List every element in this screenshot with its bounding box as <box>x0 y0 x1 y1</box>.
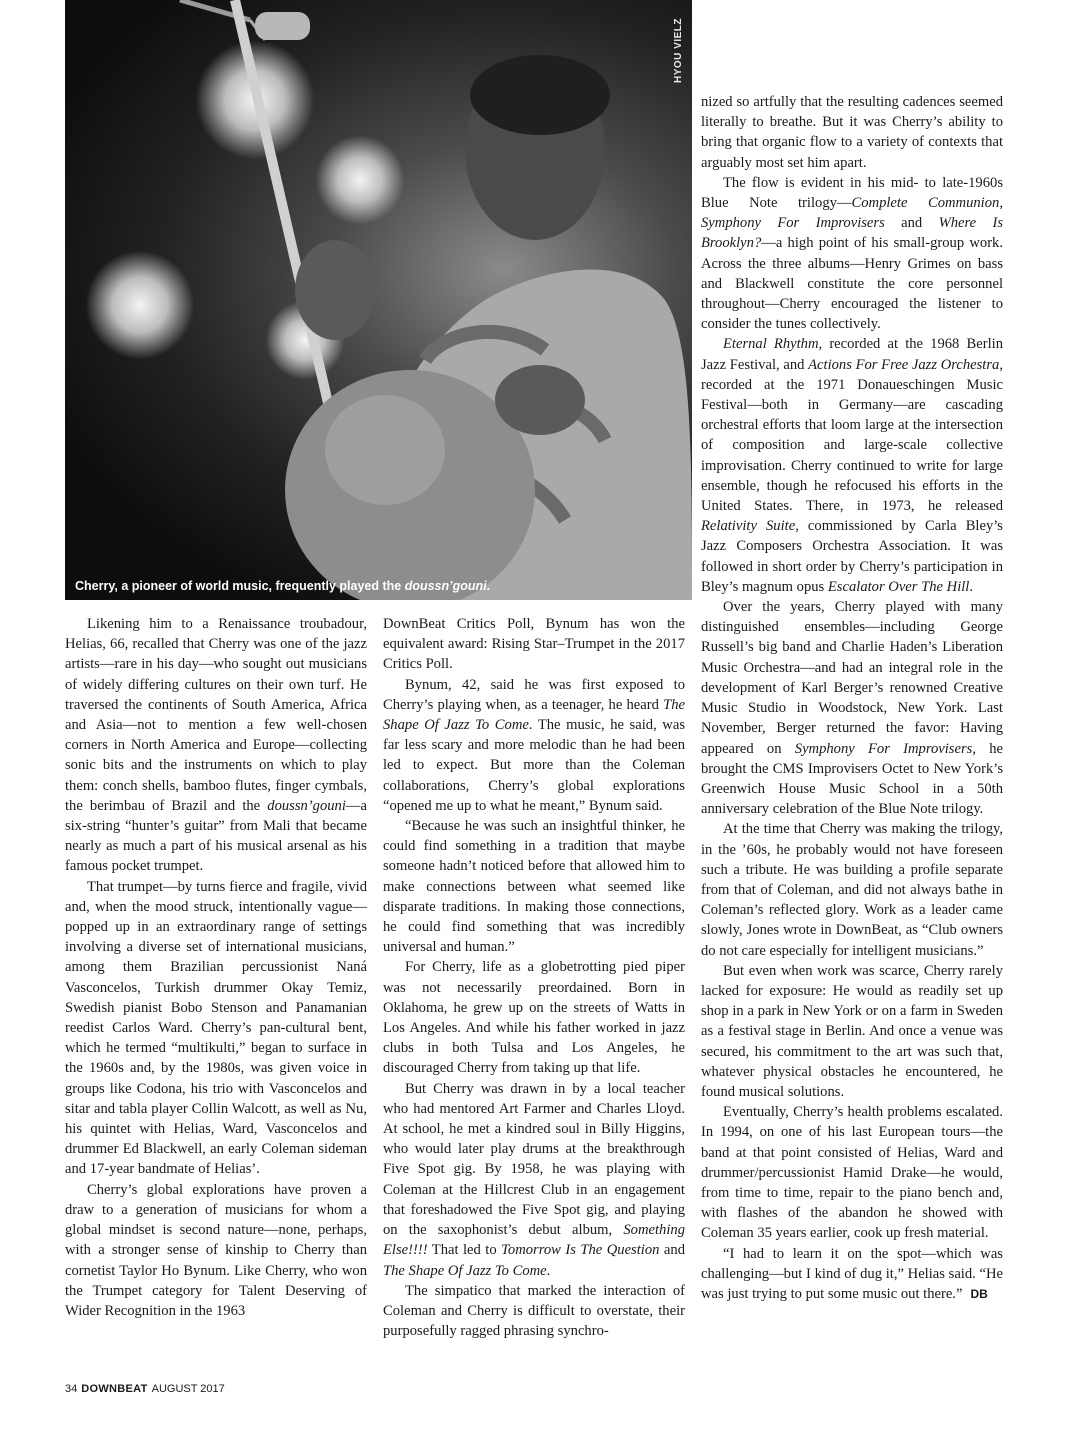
paragraph: But Cherry was drawn in by a local teacher who had mentored Art Farmer and Charles Lloyd. At school, he met a kindred soul in Billy Higgins, who would later play drums at the breakthrough Five Spot gig. By 1958, he was playing with Coleman at the Hillcrest Club in an engagement that foreshadowed the Five Spot gig, and playing on the saxophonist’s debut album, Something Else!!!! That led to Tomorrow Is The Question and The Shape Of Jazz To Come. <box>383 1080 685 1279</box>
performer-hand <box>295 240 375 340</box>
paragraph: The flow is evident in his mid- to late-1960s Blue Note trilogy—Complete Communion, Symphony For Improvisers and Where Is Brooklyn?—a high point of his small-group work. Across the three albums—Henry Grimes on bass and Blackwell constitute the core personnel throughout—Cherry encouraged the listener to consider the tunes collectively. <box>701 174 1004 333</box>
paragraph: Eternal Rhythm, recorded at the 1968 Berlin Jazz Festival, and Actions For Free Jazz Orchestra, recorded at the 1971 Donaueschingen Music Festival—both in Germany—are cascading orchestral efforts that loom large at the intersection of composition and large-scale collective improvisation. Cherry continued to write for large ensemble, though he refocused his efforts in the United States. There, in 1973, he released Relativity Suite, commissioned by Carla Bley’s Jazz Composers Orchestra Association. It was followed in short order by Cherry’s participation in Bley’s magnum opus Escalator Over The Hill. <box>701 336 1003 595</box>
paragraph: Likening him to a Renaissance troubadour, Helias, 66, recalled that Cherry was one of the jazz artists—rare in his day—who sought out musicians of widely differing cultures on their own turf. He traversed the continents of South America, Africa and Asia—not to mention a few well-chosen corners in North America and Europe—collecting sonic bits and the instruments on which to play them: conch shells, bamboo flutes, finger cymbals, the berimbau of Brazil and the doussn’gouni—a six-string “hunter’s guitar” from Mali that became nearly as much a part of his musical arsenal as his famous pocket trumpet. <box>65 616 367 875</box>
paragraph: Eventually, Cherry’s health problems escalated. In 1994, on one of his last European tours—the band at that point consisted of Helias, Ward and drummer/percussionist Hamid Drake—he would, from time to time, repair to the piano bench and, with flashes of the abandon he showed with Coleman 35 years earlier, cook up fresh material. <box>701 1104 1003 1242</box>
paragraph: The simpatico that marked the interaction of Coleman and Cherry is difficult to overstate, their purposefully ragged phrasing synchro- <box>383 1282 685 1340</box>
paragraph: Over the years, Cherry played with many distinguished ensembles—including George Russell’s big band and Charlie Haden’s Liberation Music Orchestra—and had an integral role in the development of Karl Berger’s renowned Creative Music Studio in Woodstock, New York. Last November, Berger returned the favor: Having appeared on Symphony For Improvisers, he brought the CMS Improvisers Octet to New York’s Greenwich House Music School in a 50th anniversary celebration of the Blue Note trilogy. <box>701 599 1004 818</box>
article-photo <box>65 0 692 600</box>
caption-text: Cherry, a pioneer of world music, frequently played the <box>75 579 405 593</box>
paragraph: For Cherry, life as a globetrotting pied piper was not necessarily preordained. Born in Oklahoma, he grew up on the streets of Watts in Los Angeles. And while his father worked in jazz clubs in both Tulsa and Los Angeles, he discouraged Cherry from taking up that life. <box>383 959 685 1077</box>
paragraph: Bynum, 42, said he was first exposed to Cherry’s playing when, as a teenager, he heard The Shape Of Jazz To Come. The music, he said, was far less scary and more melodic than he had been led to expect. But more than the Coleman collaborations, Cherry’s global explorations “opened me up to what he meant,” Bynum said. <box>383 676 685 814</box>
paragraph: That trumpet—by turns fierce and fragile, vivid and, when the mood struck, intentionally vague—popped up in an extraordinary range of settings involving a diverse set of international musicians, among them Brazilian percussionist Naná Vasconcelos, Turkish drummer Okay Temiz, Swedish pianist Bobo Stenson and Panamanian reedist Carlos Ward. Cherry’s pan-cultural bent, which he termed “multikulti,” began to surface in the 1960s and, by the 1980s, was given voice in groups like Codona, his trio with Vasconcelos and sitar and tabla player Collin Walcott, as well as Nu, his quintet with Helias, Ward, Vasconcelos and drummer Ed Blackwell, an early Coleman sideman and 17-year bandmate of Helias’. <box>65 878 367 1178</box>
article-column-1 <box>65 614 367 1321</box>
caption-period: . <box>486 579 491 593</box>
article-column-2 <box>383 614 685 1341</box>
page-number: 34 <box>65 1383 78 1395</box>
paragraph: At the time that Cherry was making the trilogy, in the ’60s, he probably would not have foreseen such a tribute. He was building a profile separate from that of Coleman, and did not always bathe in Coleman’s reflected glory. Work as a leader came slowly, Jones wrote in DownBeat, as “Club owners do not care especially for intelligent musicians.” <box>701 821 1003 959</box>
gourd-highlight <box>325 395 445 505</box>
article-column-3 <box>701 92 1003 1304</box>
paragraph: nized so artfully that the resulting cadences seemed literally to breathe. But it was Cherry’s ability to bring that organic flow to a variety of contexts that arguably most set him apart. <box>701 94 1003 171</box>
magazine-name: DOWNBEAT <box>81 1383 148 1395</box>
paragraph: DownBeat Critics Poll, Bynum has won the equivalent award: Rising Star–Trumpet in the 2017 Critics Poll. <box>383 616 685 673</box>
issue-date: AUGUST 2017 <box>151 1383 225 1395</box>
caption-instrument: doussn’gouni <box>404 579 487 593</box>
performer-hand <box>495 365 585 435</box>
page-footer <box>65 1383 225 1395</box>
photo-caption <box>75 579 490 593</box>
paragraph: “Because he was such an insightful thinker, he could find something in a tradition that maybe someone hadn’t noticed before that allowed him to make connections between what seemed like disparate traditions. In making those connections, he could find something that was incredibly universal and human.” <box>383 818 685 956</box>
paragraph: “I had to learn it on the spot—which was challenging—but I kind of dug it,” Helias said. “He was just trying to put some music out there.” DB <box>701 1245 1003 1302</box>
paragraph: Cherry’s global explorations have proven a draw to a generation of musicians for whom a global mindset is second nature—none, perhaps, with a stronger sense of kinship to Cherry than cornetist Taylor Ho Bynum. Like Cherry, who won the Trumpet category for Talent Deserving of Wider Recognition in the 1963 <box>65 1181 367 1319</box>
performer-hair <box>470 55 610 135</box>
photo-credit: HYOU VIELZ <box>673 18 684 84</box>
microphone-icon <box>255 12 310 40</box>
end-mark: DB <box>970 1286 988 1301</box>
paragraph: But even when work was scarce, Cherry rarely lacked for exposure: He would as readily set up shop in a park in New York or on a farm in Sweden as a festival stage in Berlin. And once a venue was secured, his commitment to the art was such that, whatever physical obstacles he encountered, he found musical solutions. <box>701 962 1003 1100</box>
musician-illustration <box>65 0 692 600</box>
